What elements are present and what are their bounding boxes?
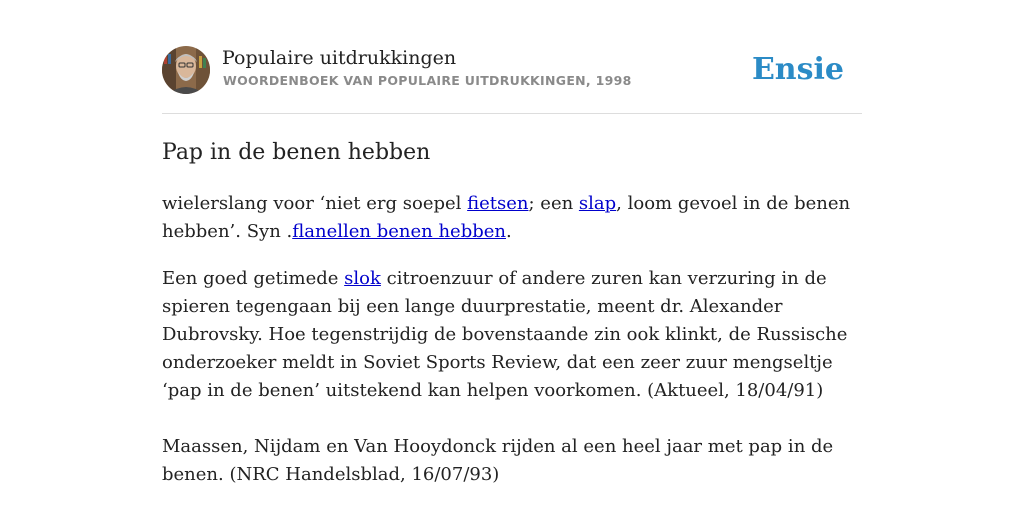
definition-text-3: , loom gevoel in de benen hebben’. Syn . <box>162 193 851 242</box>
source-subtitle: WOORDENBOEK VAN POPULAIRE UITDRUKKINGEN, 1998 <box>223 73 632 88</box>
link-slok[interactable]: slok <box>344 268 381 289</box>
link-slap[interactable]: slap <box>578 193 617 214</box>
entry-title: Pap in de benen hebben <box>162 140 431 165</box>
definition-paragraph <box>162 190 874 246</box>
ensie-logo[interactable]: Ensie <box>751 52 844 87</box>
author-avatar[interactable] <box>162 46 210 94</box>
definition-text-4: . <box>505 221 512 242</box>
quote-paragraph-2: Maassen, Nijdam en Van Hooydonck rijden al een heel jaar met pap in de benen. (NRC Handelsblad, 16/07/93) <box>162 436 834 485</box>
quote1-text-1: Een goed getimede <box>162 268 345 289</box>
header-divider <box>162 113 862 114</box>
quote1-text-2: citroenzuur of andere zuren kan verzuring in de spieren tegengaan bij een lange duurprestatie, meent dr. Alexander Dubrovsky. Hoe tegenstrijdig de bovenstaande zin ook klinkt, de Russische onderzoeker meldt in Soviet Sports Review, dat een zeer zuur mengseltje ‘pap in de benen’ uitstekend kan helpen voorkomen. (Aktueel, 18/04/91) <box>162 268 848 401</box>
definition-text-2: ; een <box>528 193 579 214</box>
definition-text-1: wielerslang voor ‘niet erg soepel <box>162 193 468 214</box>
link-flanellen-benen-hebben[interactable]: flanellen benen hebben <box>292 221 506 242</box>
link-fietsen[interactable]: fietsen <box>467 193 529 214</box>
author-portrait-icon <box>162 46 210 94</box>
source-title[interactable]: Populaire uitdrukkingen <box>222 47 457 69</box>
quote-paragraph-1 <box>162 265 874 405</box>
source-header <box>162 46 862 96</box>
